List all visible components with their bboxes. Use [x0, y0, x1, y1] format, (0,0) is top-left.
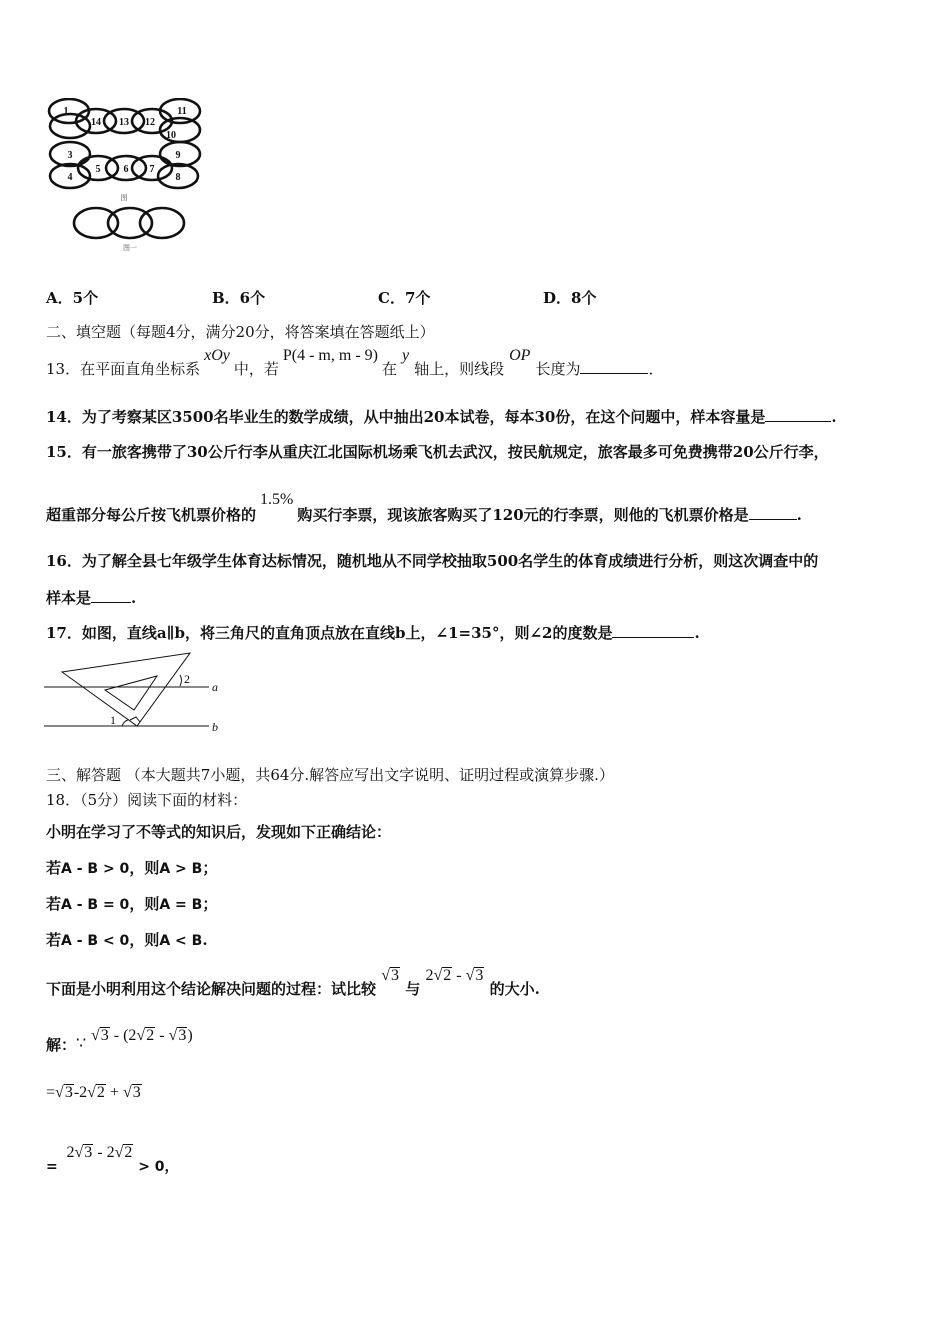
math-sqrt3: √3 — [381, 967, 400, 984]
rule-text: ，则 — [129, 895, 160, 913]
rule-expression: A = B — [159, 897, 203, 913]
option-a: A．5个 — [46, 289, 99, 307]
question-16-line-1: 16．为了解全县七年级学生体育达标情况，随机地从不同学校抽取500名学生的体育成绩进行分析，则这次调查中的 — [46, 552, 819, 570]
ring-number: 11 — [177, 106, 187, 117]
q13-mid1: 中，若 — [233, 360, 279, 378]
answer-blank — [580, 359, 648, 374]
rule-text: ，则 — [129, 931, 160, 949]
question-16-line-2 — [46, 587, 136, 608]
rule-2 — [46, 893, 217, 914]
rule-text: ； — [202, 859, 218, 877]
q15-prefix: 超重部分每公斤按飞机票价格的 — [46, 506, 257, 524]
ring-number: 13 — [119, 117, 129, 128]
q17-end: . — [694, 624, 700, 642]
option-c: C．7个 — [378, 289, 431, 307]
rule-text: 若 — [46, 895, 62, 913]
q13-prefix: 13．在平面直角坐标系 — [46, 360, 201, 378]
rule-expression: A - B = 0 — [61, 897, 130, 913]
section-3-heading: 三、解答题 （本大题共7小题，共64分.解答应写出文字说明、证明过程或演算步骤.） — [46, 766, 614, 784]
solution-expression-3: 2√3 - 2√2 — [66, 1144, 133, 1161]
ring-number: 7 — [149, 164, 155, 175]
ring-number: 1 — [63, 106, 69, 117]
q13-xoy: xOy — [204, 347, 230, 364]
solution-line-1 — [46, 1024, 193, 1054]
solution-expression-1: √3 - (2√2 - √3) — [90, 1027, 193, 1044]
rule-1 — [46, 857, 217, 878]
ring-number: 14 — [91, 117, 101, 128]
rule-text: ，则 — [129, 859, 160, 877]
question-13 — [46, 344, 664, 378]
solution-label: 解： — [46, 1036, 77, 1054]
q14-end: . — [831, 408, 837, 426]
ring-number: 4 — [67, 172, 73, 183]
solution-line-2: =√3-2√2 + √3 — [46, 1084, 141, 1101]
rule-expression: A - B > 0 — [61, 861, 130, 877]
answer-blank — [91, 588, 131, 603]
rule-text: ； — [202, 895, 218, 913]
q16-end: . — [131, 589, 137, 607]
answer-blank — [749, 505, 797, 520]
angle-1-label: 1 — [110, 713, 116, 727]
math-2sqrt2-minus-sqrt3: 2√2 - √3 — [425, 967, 484, 984]
q14-text: 14．为了考察某区3500名毕业生的数学成绩，从中抽出20本试卷，每本30份，在这个问题中，样本容量是 — [46, 408, 766, 426]
option-b: B．6个 — [212, 289, 266, 307]
line-b-label: b — [212, 720, 218, 734]
rule-text: 若 — [46, 931, 62, 949]
q13-mid3: 轴上，则线段 — [414, 360, 505, 378]
q13-y: y — [402, 347, 410, 364]
question-18-title: 18．（5分）阅读下面的材料： — [46, 791, 248, 809]
rule-3 — [46, 929, 208, 950]
ring-number: 8 — [175, 172, 181, 183]
rule-expression: A > B — [159, 861, 203, 877]
q13-suffix: 长度为 — [535, 360, 581, 378]
task-mid: 与 — [405, 980, 421, 998]
ring-number: 5 — [95, 164, 101, 175]
figure-caption-bottom: 图一 — [123, 244, 137, 252]
rule-text: 若 — [46, 859, 62, 877]
rule-text: . — [202, 931, 208, 949]
section-2-heading: 二、填空题（每题4分，满分20分，将答案填在答题纸上） — [46, 323, 435, 341]
question-14 — [46, 406, 837, 427]
option-d: D．8个 — [543, 289, 597, 307]
ring-number: 6 — [123, 164, 129, 175]
ring-number: 10 — [166, 130, 176, 141]
line-a-label: a — [212, 680, 218, 694]
triangle-ruler-figure — [44, 650, 234, 736]
solution-line-3: = 2√3 - 2√2 > 0， — [46, 1144, 179, 1175]
rule-expression: A < B — [159, 933, 203, 949]
answer-blank — [765, 407, 831, 422]
question-18-intro: 小明在学习了不等式的知识后，发现如下正确结论： — [46, 823, 392, 841]
q15-suffix: 购买行李票，现该旅客购买了120元的行李票，则他的飞机票价格是 — [297, 506, 749, 524]
angle-2-label: 2 — [184, 672, 190, 686]
ring-number: 9 — [175, 150, 181, 161]
q13-point: P(4 - m, m - 9) — [282, 347, 378, 364]
rings-figure — [44, 98, 214, 258]
question-15-line-1: 15．有一旅客携带了30公斤行李从重庆江北国际机场乘飞机去武汉，按民航规定，旅客最多可免费携带20公斤行李， — [46, 443, 829, 461]
q16-line2: 样本是 — [46, 589, 92, 607]
q17-text: 17．如图，直线a∥b，将三角尺的直角顶点放在直线b上，∠1=35°，则∠2的度数是 — [46, 624, 613, 642]
because-symbol: ∵ — [76, 1035, 87, 1052]
question-18-task — [46, 964, 540, 998]
q15-percent: 1.5% — [260, 491, 294, 508]
ring-number: 3 — [67, 150, 73, 161]
q13-mid2: 在 — [381, 360, 397, 378]
greater-than-zero: > 0， — [138, 1159, 179, 1175]
q15-end: . — [796, 506, 802, 524]
q13-op: OP — [509, 347, 531, 364]
q13-end: ． — [648, 360, 664, 378]
question-17 — [46, 622, 700, 643]
task-suffix: 的大小. — [489, 980, 540, 998]
answer-blank — [612, 623, 694, 638]
rule-expression: A - B < 0 — [61, 933, 130, 949]
question-15-line-2 — [46, 488, 802, 524]
figure-caption-top: 图 — [120, 194, 128, 202]
task-prefix: 下面是小明利用这个结论解决问题的过程：试比较 — [46, 980, 377, 998]
ring-number: 12 — [145, 117, 155, 128]
